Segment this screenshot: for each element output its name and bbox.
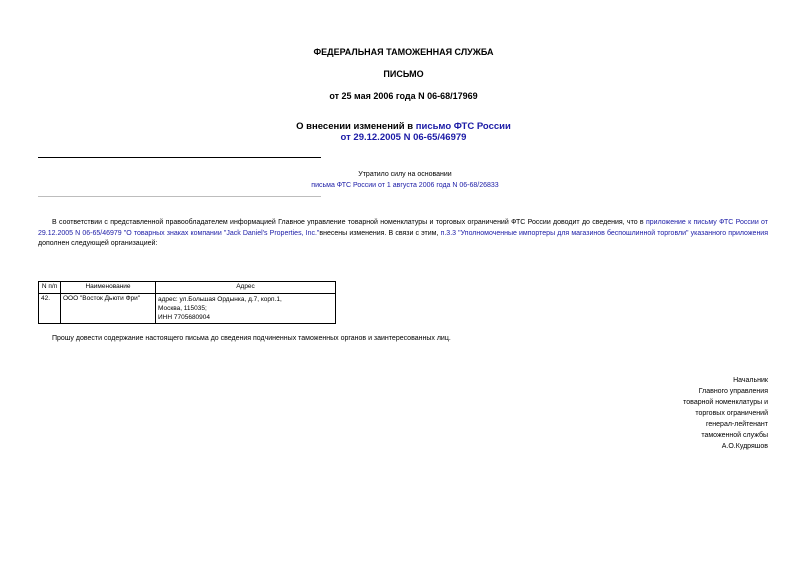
signature-line: торговых ограничений [695, 410, 768, 417]
address-line-1: адрес: ул.Большая Ордынка, д.7, корп.1, [158, 296, 282, 303]
table-header-row [39, 282, 336, 294]
table-row [39, 294, 336, 324]
paragraph-text-b: внесены изменения. В связи с этим, [319, 229, 441, 237]
signatory-name: А.О.Кудряшов [721, 443, 768, 450]
document-date-number: от 25 мая 2006 года N 06-68/17969 [329, 91, 478, 101]
organizations-table [38, 281, 336, 324]
title-link-line1[interactable]: письмо ФТС России [415, 121, 511, 132]
cell-name: ООО "Восток Дьюти Фри" [61, 294, 156, 324]
link-clause[interactable]: п.3.3 "Уполномоченные импортеры для магазинов беспошлинной торговли" указанного приложения [440, 229, 769, 237]
document-type: ПИСЬМО [383, 69, 424, 79]
col-header-number: N п/п [39, 282, 61, 294]
signature-line: Главного управления [698, 388, 768, 395]
signature-line: таможенной службы [701, 432, 768, 439]
paragraph-text-a: В соответствии с представленной правообладателем информацией Главное управление товарной номенклатуры и торговых ограничений ФТС России доводит до сведения, что в [52, 219, 646, 226]
agency-name: ФЕДЕРАЛЬНАЯ ТАМОЖЕННАЯ СЛУЖБА [313, 47, 494, 57]
title-link-line2[interactable]: от 29.12.2005 N 06-65/46979 [340, 132, 467, 143]
divider-top [38, 157, 321, 158]
signature-block [568, 375, 768, 452]
paragraph-text-c: дополнен следующей организацией: [38, 240, 158, 247]
document-title [0, 121, 807, 143]
status-line: Утратило силу на основании [358, 171, 452, 178]
title-prefix: О внесении изменений в [296, 121, 416, 132]
signature-line: Начальник [733, 377, 768, 384]
status-note [210, 169, 600, 191]
cell-number: 42. [39, 294, 61, 324]
address-line-3: ИНН 7705680904 [158, 314, 211, 321]
status-link[interactable]: письма ФТС России от 1 августа 2006 года N 06-68/26833 [311, 182, 499, 189]
divider-bottom [38, 196, 321, 197]
signature-line: генерал-лейтенант [706, 421, 768, 428]
col-header-name: Наименование [61, 282, 156, 294]
paragraph-main [38, 218, 768, 250]
col-header-address: Адрес [156, 282, 336, 294]
signature-line: товарной номенклатуры и [683, 399, 768, 406]
paragraph-closing: Прошу довести содержание настоящего письма до сведения подчиненных таможенных органов и заинтересованных лиц. [52, 335, 451, 342]
address-line-2: Москва, 115035; [158, 305, 207, 312]
link-appendix[interactable]: приложение к письму ФТС России от 29.12.2005 N 06-65/46979 "О товарных знаках компании "Jack Daniel's Properties, Inc." [38, 219, 769, 237]
cell-address [156, 294, 336, 324]
